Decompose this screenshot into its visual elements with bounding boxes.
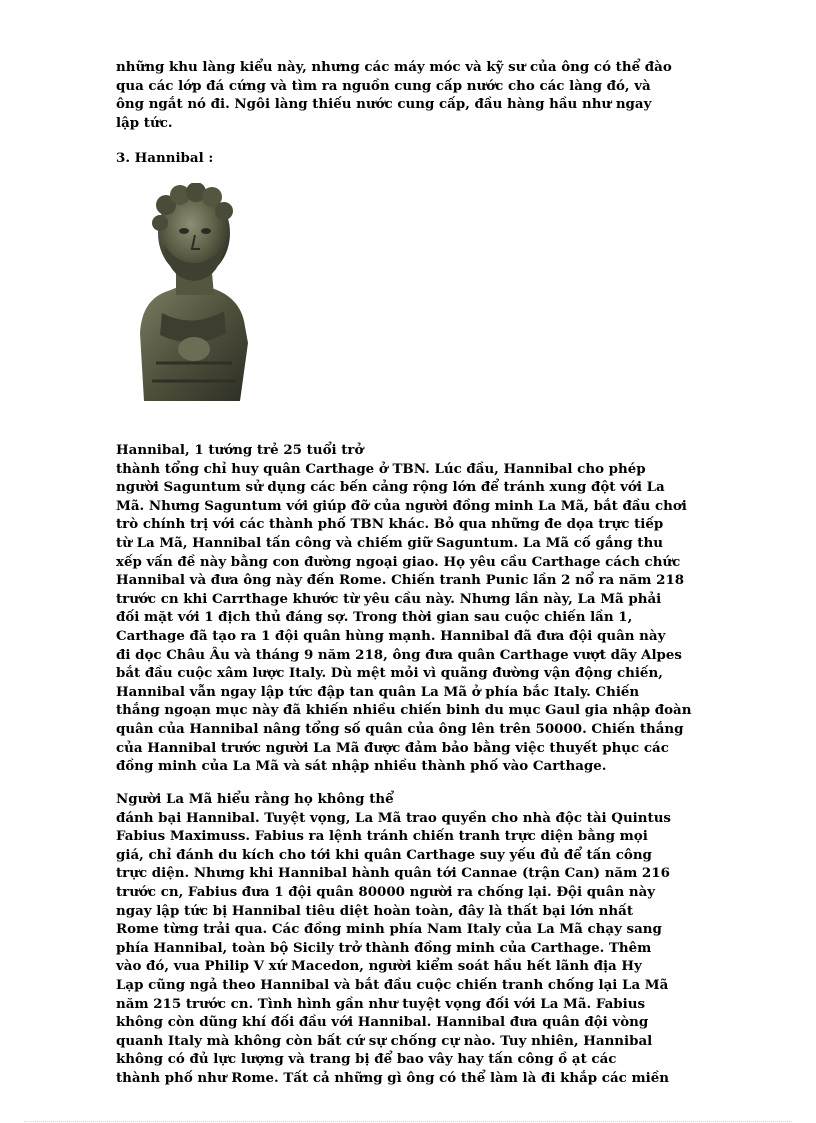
text-line: những khu làng kiểu này, nhưng các máy móc và kỹ sư của ông có thể đào	[116, 59, 672, 75]
text-line: không còn dũng khí đối đầu với Hannibal. Hannibal đưa quân đội vòng	[116, 1014, 649, 1031]
text-line: vào đó, vua Philip V xứ Macedon, người kiểm soát hầu hết lãnh địa Hy	[116, 958, 642, 975]
text-line: người Saguntum sử dụng các bến cảng rộng lớn để tránh xung đột với La	[116, 479, 665, 496]
text-line: phía Hannibal, toàn bộ Sicily trở thành đồng minh của Carthage. Thêm	[116, 939, 652, 956]
text-line: đối mặt với 1 địch thủ đáng sợ. Trong thời gian sau cuộc chiến lần 1,	[116, 609, 633, 626]
bust-illustration	[116, 183, 268, 403]
text-line: năm 215 trước cn. Tình hình gần như tuyệt vọng đối với La Mã. Fabius	[116, 995, 646, 1012]
text-line: không có đủ lực lượng và trang bị để bao vây hay tấn công ồ ạt các	[116, 1051, 617, 1068]
text-line: Rome từng trải qua. Các đồng minh phía Nam Italy của La Mã chạy sang	[116, 921, 662, 938]
text-line: của Hannibal trước người La Mã được đảm bảo bằng việc thuyết phục các	[116, 739, 669, 756]
text-line: qua các lớp đá cứng và tìm ra nguồn cung cấp nước cho các làng đó, và	[116, 77, 651, 94]
intro-paragraph	[116, 58, 676, 132]
text-line: đánh bại Hannibal. Tuyệt vọng, La Mã trao quyền cho nhà độc tài Quintus	[116, 809, 671, 826]
text-line: Carthage đã tạo ra 1 đội quân hùng mạnh. Hannibal đã đưa đội quân này	[116, 627, 666, 644]
text-line: trước cn khi Carrthage khước từ yêu cầu này. Nhưng lần này, La Mã phải	[116, 590, 662, 607]
text-line: Hannibal vẫn ngay lập tức đập tan quân La Mã ở phía bắc Italy. Chiến	[116, 683, 640, 700]
page-bottom-divider	[24, 1121, 792, 1122]
text-line: từ La Mã, Hannibal tấn công và chiếm giữ Saguntum. La Mã cố gắng thu	[116, 534, 663, 551]
text-line: thành phố như Rome. Tất cả những gì ông có thể làm là đi khắp các miền	[116, 1069, 669, 1086]
text-line: Người La Mã hiểu rằng họ không thể	[116, 791, 394, 807]
text-line: giá, chỉ đánh du kích cho tới khi quân Carthage suy yếu đủ để tấn công	[116, 846, 652, 863]
text-line: Lạp cũng ngả theo Hannibal và bắt đầu cuộc chiến tranh chống lại La Mã	[116, 976, 669, 993]
text-line: trò chính trị với các thành phố TBN khác. Bỏ qua những đe dọa trực tiếp	[116, 516, 664, 533]
text-line: trực diện. Nhưng khi Hannibal hành quân tới Cannae (trận Can) năm 216	[116, 865, 670, 882]
text-line: trước cn, Fabius đưa 1 đội quân 80000 người ra chống lại. Đội quân này	[116, 883, 656, 900]
text-line: Fabius Maximuss. Fabius ra lệnh tránh chiến tranh trực diện bằng mọi	[116, 828, 648, 845]
section-heading: 3. Hannibal :	[116, 150, 214, 166]
text-line: lập tức.	[116, 114, 173, 131]
text-line: Mã. Nhưng Saguntum với giúp đỡ của người đồng minh La Mã, bắt đầu chơi	[116, 497, 687, 514]
text-line: đồng minh của La Mã và sát nhập nhiều thành phố vào Carthage.	[116, 758, 607, 775]
rome-defeat-paragraph	[116, 790, 676, 1088]
text-line: quanh Italy mà không còn bất cứ sự chống cự nào. Tuy nhiên, Hannibal	[116, 1032, 653, 1049]
text-line: ông ngắt nó đi. Ngôi làng thiếu nước cung cấp, đầu hàng hầu như ngay	[116, 96, 652, 113]
hannibal-paragraph	[116, 441, 692, 776]
text-line: Hannibal và đưa ông này đến Rome. Chiến tranh Punic lần 2 nổ ra năm 218	[116, 572, 685, 589]
text-line: quân của Hannibal nâng tổng số quân của ông lên trên 50000. Chiến thắng	[116, 720, 684, 737]
text-line: ngay lập tức bị Hannibal tiêu diệt hoàn toàn, đây là thất bại lớn nhất	[116, 902, 634, 919]
text-line: thành tổng chỉ huy quân Carthage ở TBN. Lúc đầu, Hannibal cho phép	[116, 460, 646, 477]
text-line: đi dọc Châu Âu và tháng 9 năm 218, ông đưa quân Carthage vượt dãy Alpes	[116, 646, 682, 663]
text-line: xếp vấn đề này bằng con đường ngoại giao. Họ yêu cầu Carthage cách chức	[116, 553, 681, 570]
text-line: thắng ngoạn mục này đã khiến nhiều chiến binh du mục Gaul gia nhập đoàn	[116, 702, 692, 719]
hannibal-bust-image	[116, 183, 268, 403]
text-line: Hannibal, 1 tướng trẻ 25 tuổi trở	[116, 442, 364, 458]
text-line: bắt đầu cuộc xâm lược Italy. Dù mệt mỏi vì quãng đường vận động chiến,	[116, 665, 663, 682]
